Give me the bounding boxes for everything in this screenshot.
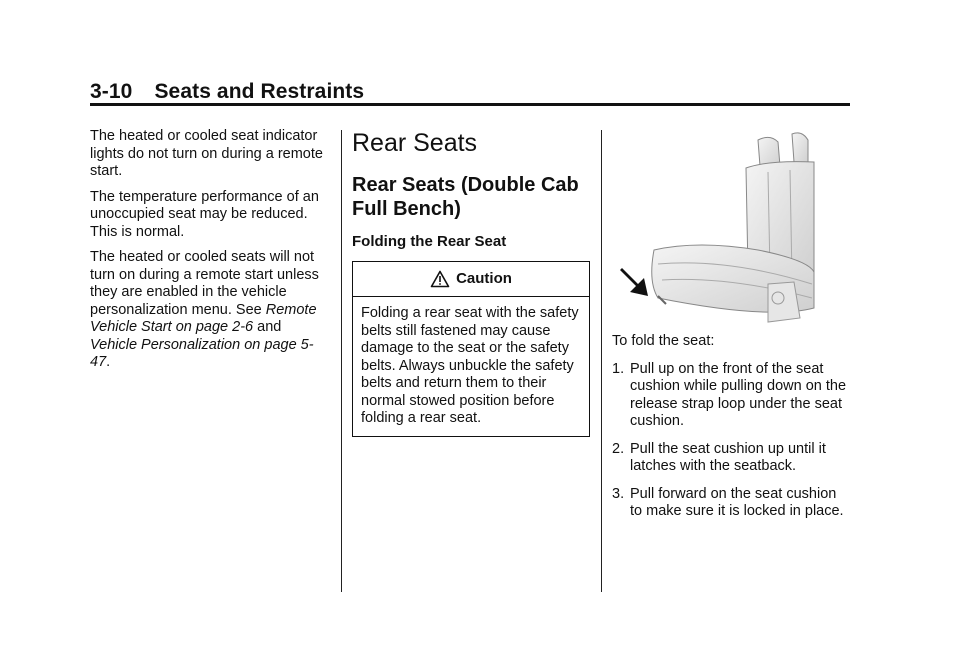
paragraph: The temperature performance of an unoccupied seat may be reduced. This is normal. bbox=[90, 188, 319, 240]
step-number: 2. bbox=[612, 440, 625, 457]
warning-icon bbox=[430, 270, 450, 288]
list-item bbox=[612, 441, 852, 476]
column-divider bbox=[601, 130, 602, 592]
heading-folding: Folding the Rear Seat bbox=[352, 233, 507, 250]
heading-rear-seats: Rear Seats bbox=[352, 129, 478, 157]
cross-reference-link[interactable]: Vehicle Personalization on page 5-47 bbox=[90, 336, 314, 370]
step-number: 3. bbox=[612, 485, 625, 502]
paragraph: The heated or cooled seat indicator lights do not turn on during a remote start. bbox=[90, 128, 323, 179]
paragraph bbox=[90, 249, 330, 372]
page-number: 3-10 bbox=[90, 80, 133, 103]
step-number: 1. bbox=[612, 360, 625, 377]
steps-intro: To fold the seat: bbox=[612, 333, 715, 349]
page-header bbox=[90, 80, 364, 104]
step-text: Pull up on the front of the seat cushion while pulling down on the release strap loop under the seat cushion. bbox=[630, 360, 847, 429]
column-1 bbox=[90, 128, 330, 380]
paragraph-text: . bbox=[106, 354, 111, 370]
caution-box bbox=[352, 261, 590, 437]
header-rule bbox=[90, 103, 850, 106]
arrow-icon bbox=[620, 268, 648, 296]
list-item bbox=[612, 361, 852, 431]
list-item bbox=[612, 486, 852, 521]
heading-double-cab: Rear Seats (Double Cab Full Bench) bbox=[352, 174, 579, 220]
column-3-steps bbox=[612, 333, 852, 531]
column-2 bbox=[352, 128, 592, 437]
caution-title: Caution bbox=[456, 270, 512, 288]
cross-reference-link[interactable]: Remote Vehicle Start on page 2-6 bbox=[90, 301, 317, 335]
caution-header bbox=[353, 262, 589, 297]
column-divider bbox=[341, 130, 342, 592]
seat-illustration-svg bbox=[618, 132, 818, 324]
step-text: Pull forward on the seat cushion to make sure it is locked in place. bbox=[630, 485, 844, 519]
caution-text: Folding a rear seat with the safety belts still fastened may cause damage to the seat or the safety belts. Always unbuckle the safety belts and return them to their normal stowed position before folding a rear seat. bbox=[361, 305, 579, 426]
paragraph-text: The heated or cooled seats will not turn on during a remote start unless they are enabled in the vehicle personalization menu. See bbox=[90, 249, 319, 318]
rear-seat-fold-illustration bbox=[618, 132, 818, 324]
section-title: Seats and Restraints bbox=[154, 80, 365, 103]
step-text: Pull the seat cushion up until it latches with the seatback. bbox=[630, 440, 826, 474]
paragraph-text: and bbox=[253, 319, 282, 335]
